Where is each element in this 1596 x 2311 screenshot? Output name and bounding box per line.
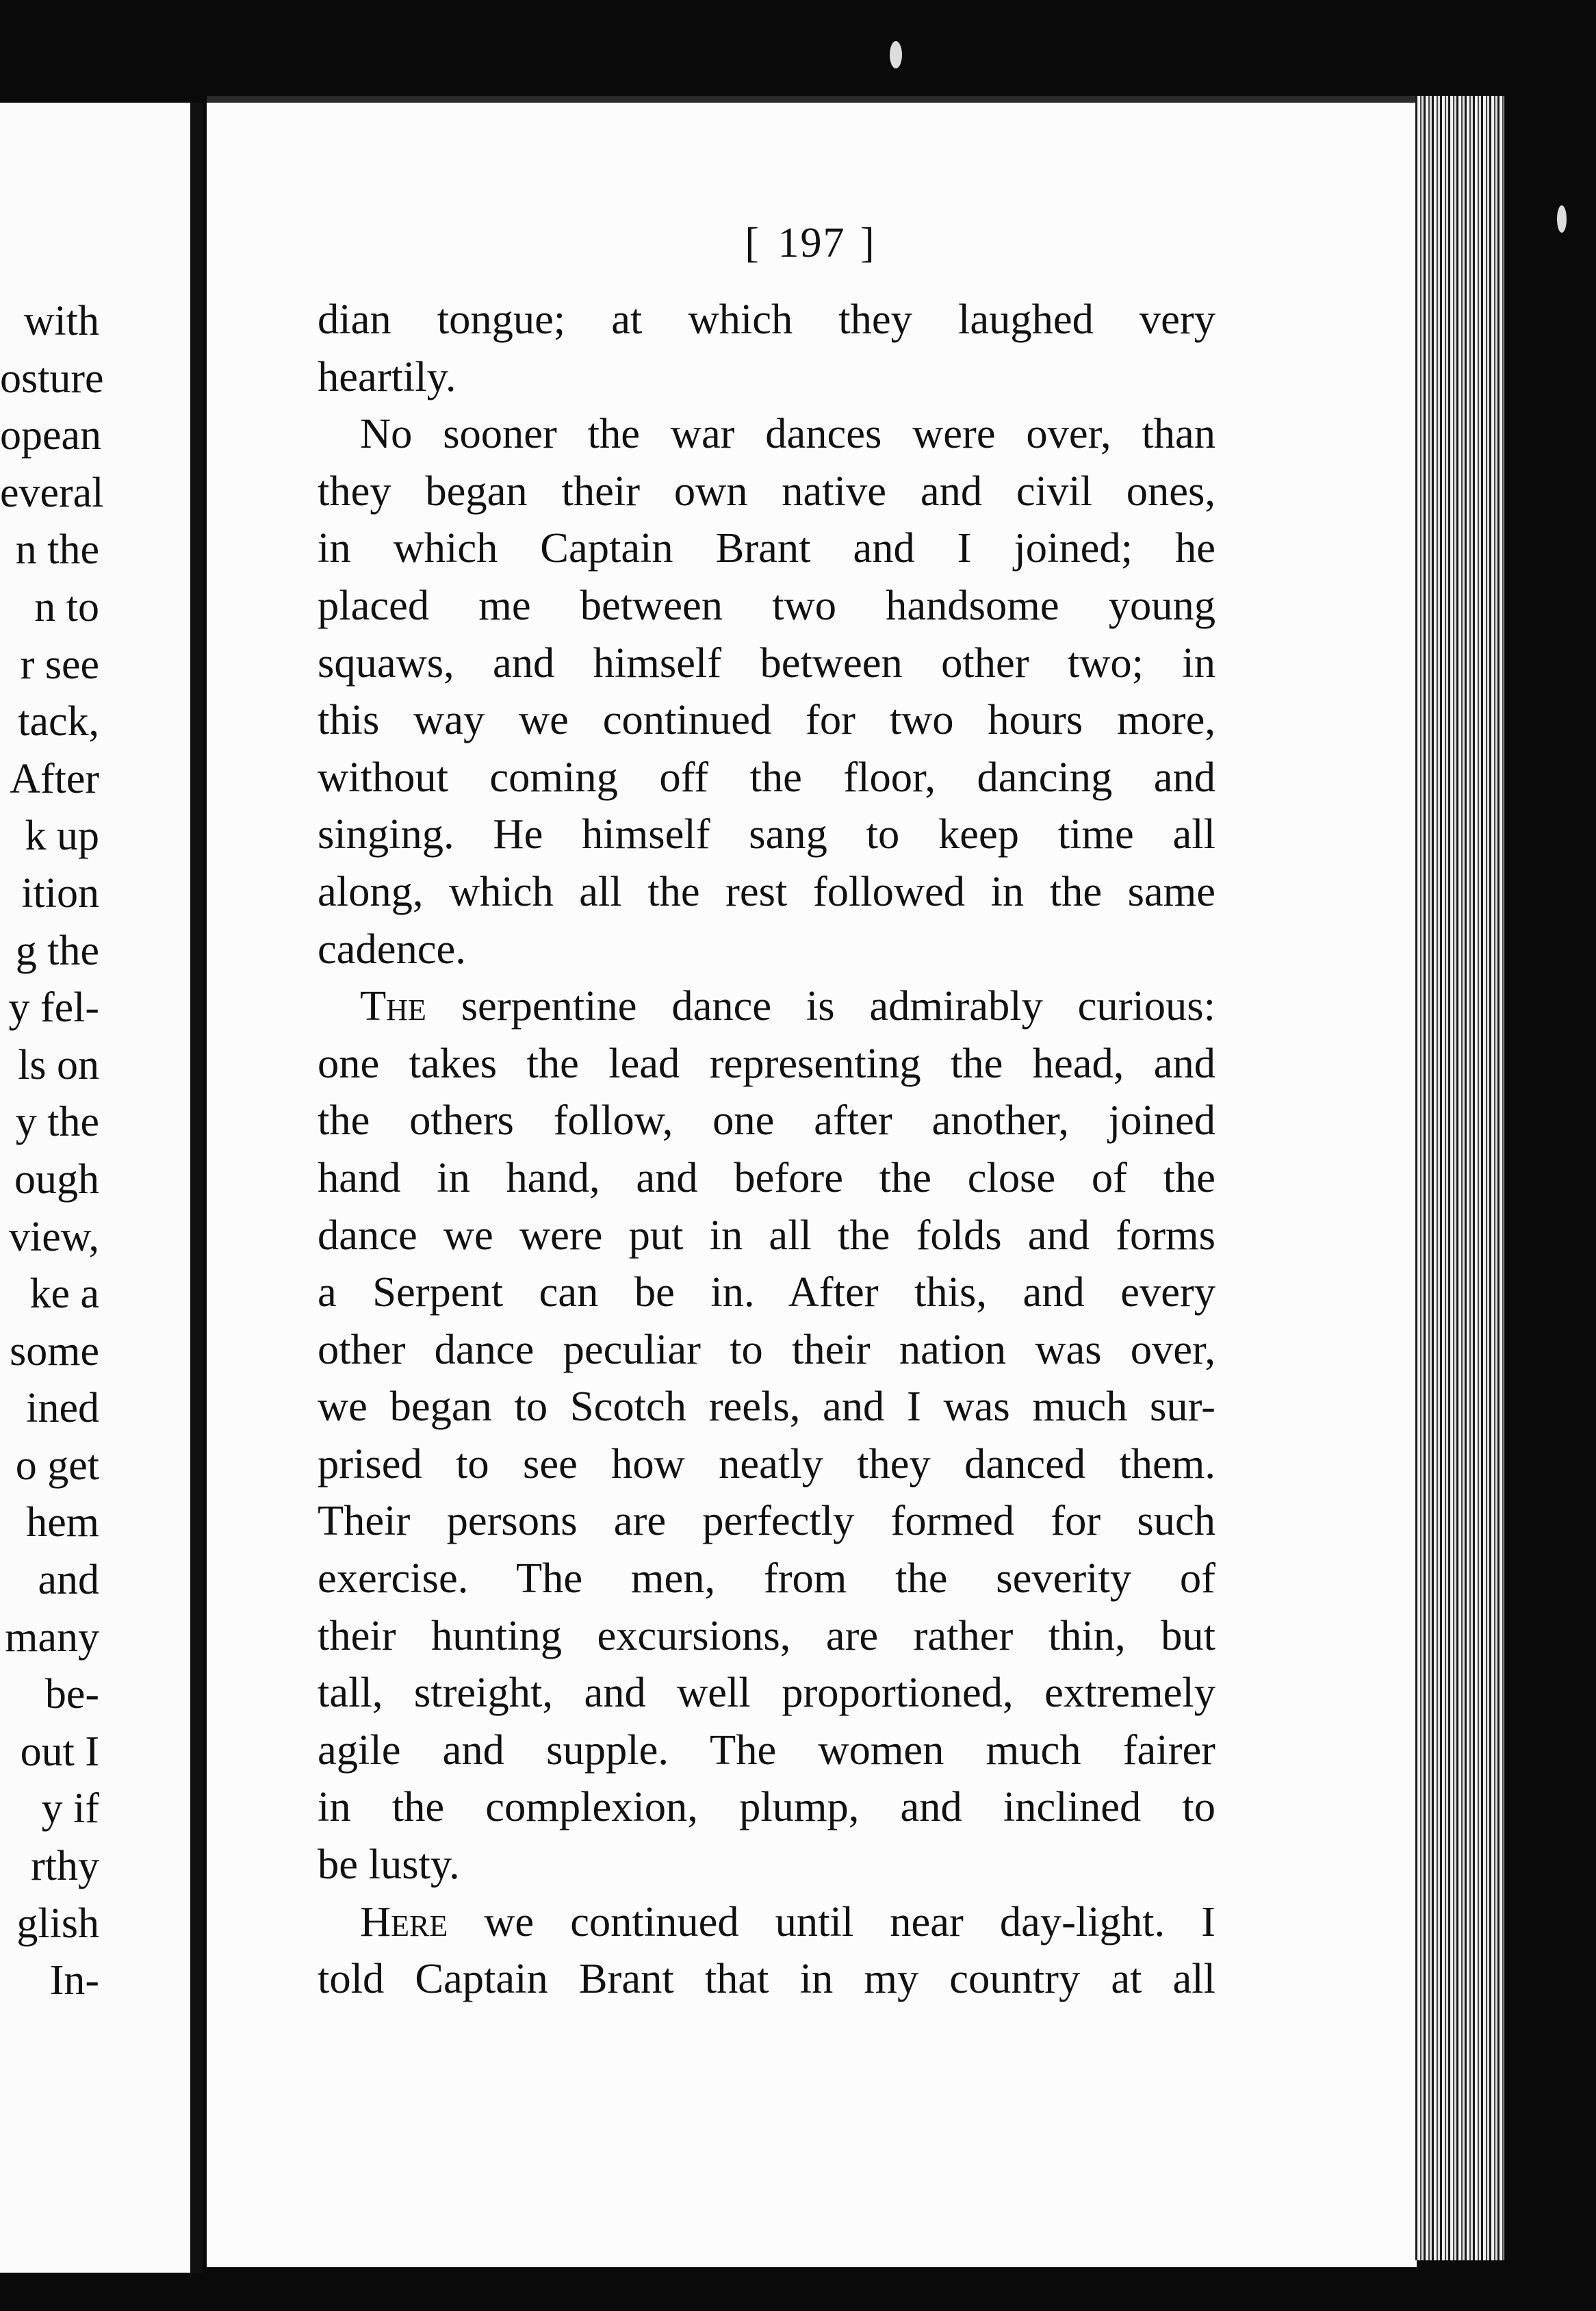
left-line: ined	[26, 1385, 99, 1432]
line-rest: serpentine dance is admirably curious:	[461, 982, 1215, 1030]
left-line: with	[23, 298, 99, 344]
right-page	[207, 96, 1417, 2267]
left-line: y fel-	[8, 984, 99, 1032]
text-line: tall, streight, and well proportioned, extremely	[318, 1668, 1215, 1717]
left-line: osture	[0, 355, 104, 402]
text-line: exercise. The men, from the severity of	[318, 1554, 1215, 1603]
page-number: 197	[777, 220, 846, 266]
text-line: Their persons are perfectly formed for such	[318, 1496, 1215, 1545]
text-line: a Serpent can be in. After this, and every	[318, 1268, 1215, 1316]
left-line: ition	[21, 869, 99, 917]
text-line: in the complexion, plump, and inclined to	[318, 1783, 1215, 1831]
text-line: without coming off the floor, dancing and	[318, 752, 1215, 801]
text-line: hand in hand, and before the close of the	[318, 1153, 1215, 1201]
left-line: n the	[15, 526, 99, 574]
left-line: g the	[15, 927, 99, 974]
lead-word: The	[360, 982, 426, 1030]
text-line: their hunting excursions, are rather thin, but	[318, 1611, 1215, 1659]
page-edges	[1415, 96, 1504, 2260]
left-line: y the	[15, 1099, 99, 1146]
dust-speck	[890, 41, 902, 68]
text-line: in which Captain Brant and I joined; he	[318, 524, 1215, 572]
scan-background	[1504, 89, 1596, 2280]
body-text	[318, 291, 1215, 2008]
text-line: one takes the lead representing the head, and	[318, 1038, 1215, 1087]
text-line: we began to Scotch reels, and I was much sur-	[318, 1382, 1215, 1431]
bracket-open: [	[745, 220, 763, 266]
left-line: everal	[0, 469, 104, 516]
bracket-close: ]	[860, 220, 879, 266]
left-line: ls on	[18, 1041, 99, 1088]
text-line: dance we were put in all the folds and forms	[318, 1210, 1215, 1259]
text-line: squaws, and himself between other two; in	[318, 638, 1215, 687]
text-line: agile and supple. The women much fairer	[318, 1725, 1215, 1774]
text-line: this way we continued for two hours more,	[318, 695, 1215, 744]
text-line: cadence.	[318, 924, 466, 973]
text-line: No sooner the war dances were over, than	[360, 409, 1215, 458]
text-line: they began their own native and civil ones,	[318, 466, 1215, 515]
left-page	[0, 103, 203, 2273]
line-rest: we continued until near day-light. I	[484, 1897, 1215, 1945]
text-line: told Captain Brant that in my country at all	[318, 1954, 1215, 2003]
left-line: o get	[15, 1442, 99, 1489]
left-line: tack,	[18, 698, 99, 745]
left-line: y if	[41, 1785, 99, 1833]
left-line: n to	[34, 583, 99, 630]
left-line: and	[38, 1557, 99, 1604]
left-line: glish	[16, 1900, 99, 1947]
left-line: ke a	[29, 1271, 99, 1318]
text-line: other dance peculiar to their nation was over,	[318, 1325, 1215, 1373]
text-line: the others follow, one after another, joined	[318, 1096, 1215, 1145]
left-line: be-	[44, 1671, 99, 1718]
text-line: heartily.	[318, 352, 456, 400]
text-line: prised to see how neatly they danced them.	[318, 1439, 1215, 1488]
text-line: singing. He himself sang to keep time all	[318, 810, 1215, 858]
left-line: view,	[9, 1213, 99, 1260]
left-line: r see	[20, 641, 99, 688]
left-line: In-	[49, 1957, 99, 2004]
left-line: rthy	[31, 1843, 99, 1890]
text-line	[318, 978, 1215, 1035]
left-page-text	[0, 293, 185, 2010]
text-line: dian tongue; at which they laughed very	[318, 295, 1215, 343]
left-line: After	[10, 755, 99, 802]
left-line: opean	[0, 412, 102, 459]
left-line: k up	[25, 813, 99, 860]
lead-word: Here	[360, 1897, 448, 1945]
left-line: hem	[26, 1499, 99, 1546]
left-line: out I	[20, 1728, 99, 1775]
text-line	[318, 1893, 1215, 1951]
left-line: many	[5, 1613, 99, 1661]
text-line: be lusty.	[318, 1840, 460, 1889]
text-line: placed me between two handsome young	[318, 580, 1215, 629]
left-line: some	[10, 1327, 99, 1375]
dust-speck	[1557, 205, 1567, 233]
page-header	[207, 219, 1417, 268]
left-line: ough	[14, 1156, 99, 1203]
text-line: along, which all the rest followed in the same	[318, 867, 1215, 915]
